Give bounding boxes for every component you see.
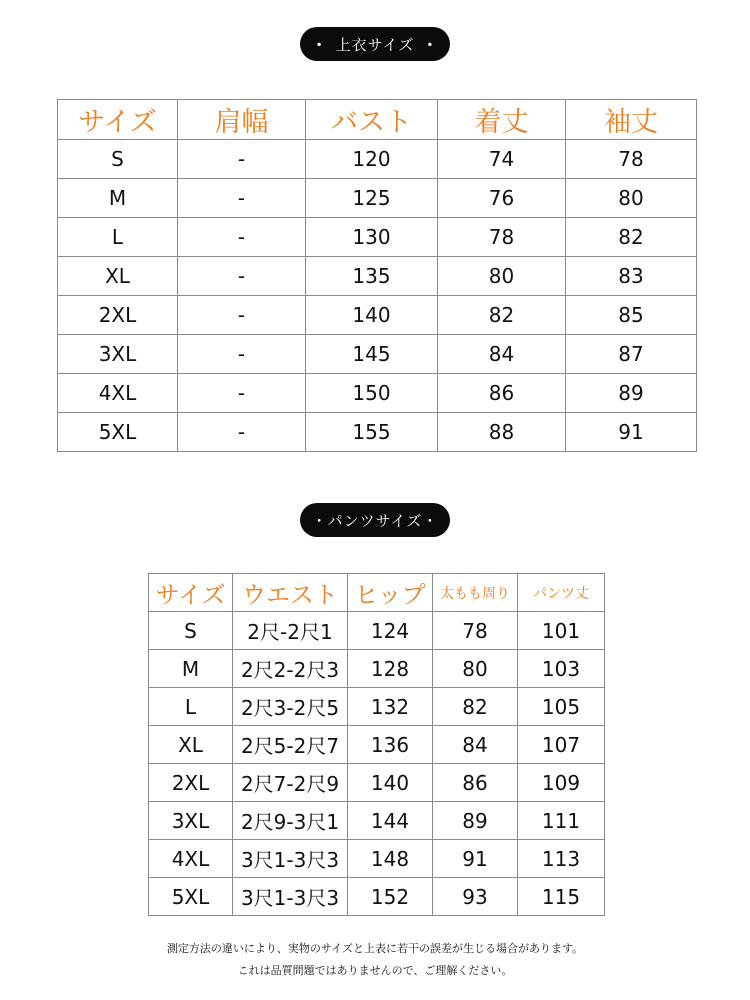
table-cell: 84 [433, 726, 518, 764]
table-cell: 78 [566, 140, 697, 179]
table-row [58, 413, 697, 452]
table-row [149, 764, 605, 802]
top-section-title-pill [300, 27, 450, 61]
top-size-table [57, 99, 697, 452]
table-cell: - [178, 179, 306, 218]
table-cell: S [149, 612, 233, 650]
table-cell: 2XL [149, 764, 233, 802]
title-dot-left: ・ [311, 35, 328, 54]
table-cell: 86 [433, 764, 518, 802]
top-section-title: 上衣サイズ [335, 35, 415, 54]
table-cell: 83 [566, 257, 697, 296]
table-cell: 5XL [149, 878, 233, 916]
table-cell: 4XL [149, 840, 233, 878]
table-cell: 78 [433, 612, 518, 650]
header-thigh: 太もも周り [433, 574, 518, 612]
note-line-1: 測定方法の違いにより、実物のサイズと上表に若干の誤差が生じる場合があります。 [166, 942, 584, 955]
table-row [149, 726, 605, 764]
table-cell: 113 [518, 840, 605, 878]
table-cell: 2尺9-3尺1 [233, 802, 348, 840]
table-cell: - [178, 413, 306, 452]
title-dot-right: ・ [422, 35, 439, 54]
table-cell: XL [149, 726, 233, 764]
table-cell: 3XL [58, 335, 178, 374]
table-cell: 111 [518, 802, 605, 840]
table-cell: 2尺5-2尺7 [233, 726, 348, 764]
bottom-size-table [148, 573, 605, 916]
table-cell: 80 [566, 179, 697, 218]
table-cell: 148 [348, 840, 433, 878]
table-cell: - [178, 335, 306, 374]
header-size: サイズ [58, 100, 178, 140]
table-cell: 2尺2-2尺3 [233, 650, 348, 688]
bottom-section-title: ・パンツサイズ・ [311, 511, 439, 530]
table-cell: 130 [306, 218, 438, 257]
table-cell: 152 [348, 878, 433, 916]
bottom-section-title-pill [300, 503, 450, 537]
table-cell: 82 [433, 688, 518, 726]
table-cell: 155 [306, 413, 438, 452]
table-header-row [149, 574, 605, 612]
table-row [58, 218, 697, 257]
table-cell: 78 [438, 218, 566, 257]
header-shoulder: 肩幅 [178, 100, 306, 140]
header-size: サイズ [149, 574, 233, 612]
table-cell: 89 [566, 374, 697, 413]
table-row [149, 650, 605, 688]
table-cell: 80 [438, 257, 566, 296]
table-cell: - [178, 218, 306, 257]
table-cell: - [178, 257, 306, 296]
table-row [149, 802, 605, 840]
table-cell: 84 [438, 335, 566, 374]
table-cell: 115 [518, 878, 605, 916]
table-cell: 3尺1-3尺3 [233, 878, 348, 916]
table-cell: 74 [438, 140, 566, 179]
header-length: 着丈 [438, 100, 566, 140]
table-row [58, 296, 697, 335]
header-pants-length: パンツ丈 [518, 574, 605, 612]
table-cell: 3尺1-3尺3 [233, 840, 348, 878]
table-cell: 101 [518, 612, 605, 650]
table-cell: M [149, 650, 233, 688]
table-row [149, 688, 605, 726]
header-sleeve: 袖丈 [566, 100, 697, 140]
table-cell: 82 [438, 296, 566, 335]
table-cell: 125 [306, 179, 438, 218]
table-cell: 2尺3-2尺5 [233, 688, 348, 726]
note-line-2: これは品質問題ではありませんので、ご理解ください。 [237, 964, 513, 977]
table-cell: 76 [438, 179, 566, 218]
table-cell: 135 [306, 257, 438, 296]
table-cell: 87 [566, 335, 697, 374]
table-cell: 85 [566, 296, 697, 335]
table-row [149, 612, 605, 650]
header-bust: バスト [306, 100, 438, 140]
table-cell: - [178, 140, 306, 179]
table-cell: 109 [518, 764, 605, 802]
table-cell: 5XL [58, 413, 178, 452]
table-cell: 136 [348, 726, 433, 764]
table-cell: 2尺-2尺1 [233, 612, 348, 650]
table-row [149, 878, 605, 916]
table-cell: 89 [433, 802, 518, 840]
table-cell: XL [58, 257, 178, 296]
table-cell: M [58, 179, 178, 218]
table-cell: 3XL [149, 802, 233, 840]
table-cell: 132 [348, 688, 433, 726]
table-cell: 145 [306, 335, 438, 374]
table-cell: L [149, 688, 233, 726]
table-cell: 107 [518, 726, 605, 764]
table-cell: - [178, 374, 306, 413]
table-cell: L [58, 218, 178, 257]
table-cell: 103 [518, 650, 605, 688]
table-header-row [58, 100, 697, 140]
table-row [58, 179, 697, 218]
table-cell: 91 [433, 840, 518, 878]
table-cell: 105 [518, 688, 605, 726]
table-cell: 80 [433, 650, 518, 688]
table-cell: 2XL [58, 296, 178, 335]
table-cell: 124 [348, 612, 433, 650]
table-cell: 4XL [58, 374, 178, 413]
table-row [58, 335, 697, 374]
header-waist: ウエスト [233, 574, 348, 612]
table-cell: 140 [348, 764, 433, 802]
table-cell: 120 [306, 140, 438, 179]
table-cell: 88 [438, 413, 566, 452]
table-cell: S [58, 140, 178, 179]
table-cell: 86 [438, 374, 566, 413]
header-hip: ヒップ [348, 574, 433, 612]
table-row [58, 257, 697, 296]
table-cell: 128 [348, 650, 433, 688]
table-cell: - [178, 296, 306, 335]
table-cell: 150 [306, 374, 438, 413]
table-cell: 91 [566, 413, 697, 452]
table-row [58, 374, 697, 413]
table-cell: 82 [566, 218, 697, 257]
table-cell: 2尺7-2尺9 [233, 764, 348, 802]
table-row [58, 140, 697, 179]
table-cell: 140 [306, 296, 438, 335]
table-row [149, 840, 605, 878]
table-cell: 144 [348, 802, 433, 840]
table-cell: 93 [433, 878, 518, 916]
